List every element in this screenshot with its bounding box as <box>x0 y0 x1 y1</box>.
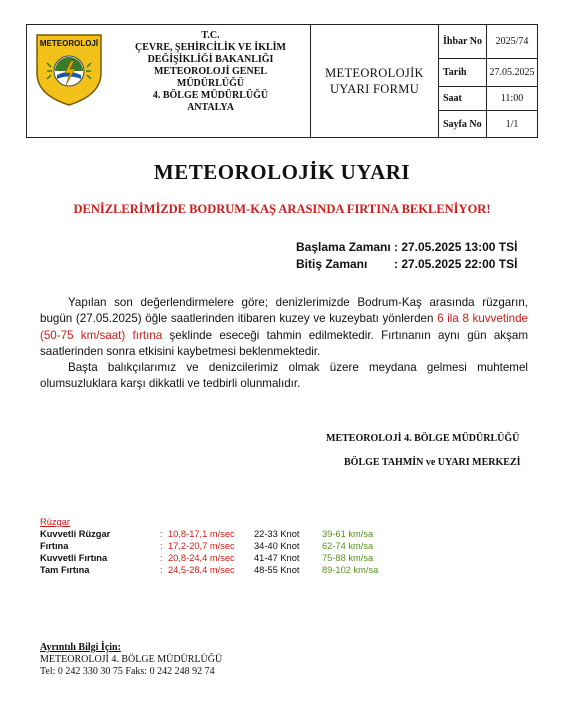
wind-knot: 34-40 Knot <box>254 541 300 551</box>
wind-row <box>40 540 374 552</box>
logo-text: METEOROLOJİ <box>39 39 99 48</box>
page-title: METEOROLOJİK UYARI <box>153 160 411 184</box>
org-line: METEOROLOJİ GENEL <box>153 66 268 77</box>
meta-value: 11:00 <box>500 93 524 104</box>
wind-knot: 48-55 Knot <box>254 565 300 575</box>
wind-knot: 41-47 Knot <box>254 553 300 563</box>
paragraph-text: Yapılan son değerlendirmelere göre; denizlerimizde Bodrum-Kaş arasında rüzgarın, bugün (27.05.2025) öğle saatlerinden itibaren kuzey ve kuzeybatı yönlerden <box>40 296 528 326</box>
meta-row-sayfa <box>439 111 537 137</box>
wind-kmh: 75-88 km/sa <box>322 553 374 563</box>
form-title-line: UYARI FORMU <box>329 82 420 96</box>
footer-phone: Tel: 0 242 330 30 75 Faks: 0 242 248 92 74 <box>40 666 215 677</box>
meta-value: 27.05.2025 <box>489 67 535 78</box>
wind-row <box>40 528 374 540</box>
org-line: MÜDÜRLÜĞÜ <box>176 78 245 89</box>
start-time-row <box>296 239 517 256</box>
meta-key: İhbar No <box>439 25 487 58</box>
wind-colon: : <box>160 541 163 551</box>
start-time-label: Başlama Zamanı <box>296 240 391 254</box>
wind-ms: 20,8-24,4 m/sec <box>168 553 235 563</box>
wind-ms: 24,5-28,4 m/sec <box>168 565 235 575</box>
meta-row-ihbar <box>439 25 537 59</box>
wind-colon: : <box>160 565 163 575</box>
wind-knot: 22-33 Knot <box>254 529 300 539</box>
wind-name: Tam Fırtına <box>40 565 90 575</box>
form-title-line: METEOROLOJİK <box>325 66 424 80</box>
meta-value: 2025/74 <box>495 36 529 47</box>
organization-block <box>111 25 311 137</box>
form-header <box>26 24 538 138</box>
contact-footer <box>40 642 222 678</box>
signature-line-2: BÖLGE TAHMİN ve UYARI MERKEZİ <box>344 457 521 468</box>
signature-line-1: METEOROLOJİ 4. BÖLGE MÜDÜRLÜĞÜ <box>326 433 520 444</box>
org-line: T.C. <box>201 30 220 41</box>
highlighted-text: 6 ila 8 kuvvetinde (50-75 km/saat) fırtına <box>40 312 528 342</box>
meta-value: 1/1 <box>505 118 519 130</box>
warning-headline: DENİZLERİMİZDE BODRUM-KAŞ ARASINDA FIRTINA BEKLENİYOR! <box>73 202 491 216</box>
wind-ms: 10,8-17,1 m/sec <box>168 529 235 539</box>
wind-kmh: 89-102 km/sa <box>322 565 379 575</box>
org-line: 4. BÖLGE MÜDÜRLÜĞÜ <box>152 90 269 101</box>
wind-name: Kuvvetli Fırtına <box>40 553 108 563</box>
wind-colon: : <box>160 553 163 563</box>
org-line: DEĞİŞİKLİĞİ BAKANLIĞI <box>147 54 274 65</box>
wind-name: Kuvvetli Rüzgar <box>40 529 111 539</box>
wind-ms: 17,2-20,7 m/sec <box>168 541 235 551</box>
wind-scale-table <box>40 516 379 576</box>
meta-table <box>439 25 537 137</box>
meta-row-saat <box>439 87 537 111</box>
meta-row-tarih <box>439 59 537 87</box>
wind-kmh: 62-74 km/sa <box>322 541 374 551</box>
meteoroloji-logo <box>35 33 103 107</box>
paragraph: Başta balıkçılarımız ve denizcilerimiz olmak üzere meydana gelmesi muhtemel olumsuzluklara karşı dikkatli ve tedbirli olunmalıdır. <box>40 361 528 391</box>
footer-title: Ayrıntılı Bilgi İçin: <box>40 642 121 653</box>
meta-key: Saat <box>439 87 487 110</box>
paragraph-text: şeklinde eseceği tahmin edilmektedir. Fırtınanın aynı gün akşam saatlerinden sonra etkisini kaybetmesi beklenmektedir. <box>40 328 528 358</box>
wind-header: Rüzgar <box>40 517 70 527</box>
org-line: ANTALYA <box>187 102 234 113</box>
end-time-row <box>296 256 517 273</box>
footer-org: METEOROLOJİ 4. BÖLGE MÜDÜRLÜĞÜ <box>40 654 223 665</box>
logo-cell <box>27 25 111 137</box>
wind-row <box>40 552 374 564</box>
paragraph <box>40 295 528 360</box>
meta-key: Tarih <box>439 59 487 86</box>
wind-name: Fırtına <box>40 541 69 551</box>
wind-row <box>40 564 379 576</box>
end-time-label: Bitiş Zamanı <box>296 257 368 271</box>
wind-colon: : <box>160 529 163 539</box>
meta-key: Sayfa No <box>439 111 487 137</box>
form-title <box>311 25 439 137</box>
warning-body <box>40 295 528 393</box>
org-line: ÇEVRE, ŞEHİRCİLİK VE İKLİM <box>135 42 286 53</box>
wind-kmh: 39-61 km/sa <box>322 529 374 539</box>
end-time-value: : 27.05.2025 22:00 TSİ <box>394 257 518 271</box>
time-window <box>296 239 517 273</box>
start-time-value: : 27.05.2025 13:00 TSİ <box>394 240 518 254</box>
